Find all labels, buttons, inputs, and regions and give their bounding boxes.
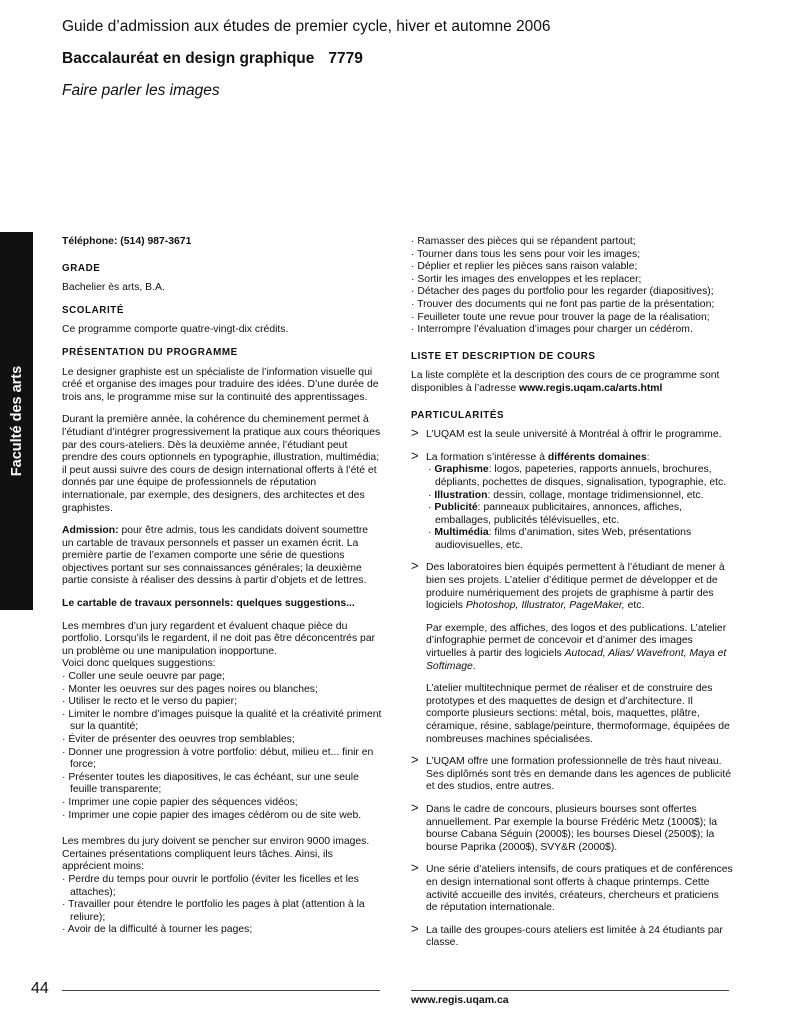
admission-paragraph — [62, 525, 382, 588]
list-item: · Feuilleter toute une revue pour trouver la page de la réalisation; — [411, 312, 733, 325]
grade-text: Bachelier ès arts, B.A. — [62, 282, 165, 294]
domains-intro-bold: différents domaines — [547, 451, 647, 463]
domains-list — [426, 464, 733, 552]
particularite-item — [411, 860, 733, 914]
right-column — [411, 236, 733, 960]
cartable-intro: Les membres d’un jury regardent et évaluent chaque pièce du portfolio. Lorsqu’ils le regardent, il ne doit pas être déconcentrés par un problème ou une manipulation inopportune. — [62, 620, 376, 657]
program-title — [62, 50, 363, 68]
domains-intro-colon: : — [646, 451, 650, 463]
admission-text: pour être admis, tous les candidats doivent soumettre un cartable de travaux personnels et passer un examen écrit. La première partie de l’examen comporte une série de questions objectives portant sur ses connaissances générales; la deuxième partie consiste à réaliser des dessins à partir d’objets et de lettres. — [62, 525, 369, 587]
particularite-item — [411, 752, 733, 794]
domain-item — [426, 490, 733, 503]
list-item: · Éviter de présenter des oeuvres trop semblables; — [62, 734, 382, 747]
list-item: · Coller une seule oeuvre par page; — [62, 671, 382, 684]
domain-text: : films d’animation, sites Web, présentations audiovisuelles, etc. — [435, 527, 692, 551]
particularite-item — [411, 920, 733, 950]
domain-label: Publicité — [434, 502, 478, 514]
arrow-icon: > — [411, 752, 419, 768]
footer-rule-right — [411, 990, 729, 991]
footer-link[interactable]: www.regis.uqam.ca — [411, 994, 509, 1006]
cours-link[interactable]: www.regis.uqam.ca/arts.html — [519, 382, 663, 394]
arrow-icon: > — [411, 799, 419, 815]
particularite-text: L’UQAM est la seule université à Montréal à offrir le programme. — [426, 429, 722, 441]
list-item: · Déplier et replier les pièces sans raison valable; — [411, 261, 733, 274]
domain-label: Multimédia — [434, 527, 489, 539]
list-item: · Tourner dans tous les sens pour voir les images; — [411, 249, 733, 262]
particularite-text: L’UQAM offre une formation professionnelle de très haut niveau. Ses diplômés sont très en demande dans les agences de publicité et des studios, entre autres. — [426, 756, 731, 793]
footer-rule-left — [62, 990, 380, 991]
scolarite-heading: SCOLARITÉ — [62, 304, 125, 316]
arrow-icon: > — [411, 920, 419, 936]
scolarite-text: Ce programme comporte quatre-vingt-dix crédits. — [62, 324, 289, 336]
presentation-paragraph: Le designer graphiste est un spécialiste de l’information visuelle qui créé et organise des images pour traduire des idées. D’une durée de trois ans, le programme mise sur la continuité des apprentissages. — [62, 366, 379, 403]
faculty-side-tab — [0, 232, 33, 610]
particularite-text: Une série d’ateliers intensifs, de cours pratiques et de conférences en design international sont offerts à chaque printemps. Cette activité accueille des invités, créateurs, chercheurs et praticiens de réputation internationale. — [426, 864, 733, 914]
admission-label: Admission: — [62, 525, 119, 537]
domain-label: Illustration — [434, 489, 488, 501]
cours-heading: LISTE ET DESCRIPTION DE COURS — [411, 350, 596, 362]
presentation-heading: PRÉSENTATION DU PROGRAMME — [62, 346, 238, 358]
jury-intro: Les membres du jury doivent se pencher sur environ 9000 images. Certaines présentations compliquent leurs tâches. Ainsi, ils apprécient moins: — [62, 836, 370, 873]
particularite-item — [411, 799, 733, 854]
presentation-paragraph: Durant la première année, la cohérence du cheminement permet à l’étudiant d’intégrer progressivement la pratique aux cours théoriques par des cours-ateliers. Dès la deuxième année, l’étudiant peut prendre des cours optionnels en typographie, illustration, multimédia; il peut aussi suivre des cours de design international offerts à l’été et donnés par une équipe de professionnels de réputation internationale, par exemple, des designers, des architectes et des graphistes. — [62, 414, 381, 514]
list-item: · Ramasser des pièces qui se répandent partout; — [411, 236, 733, 249]
list-item: · Avoir de la difficulté à tourner les pages; — [62, 924, 382, 937]
suggestions-intro: Voici donc quelques suggestions: — [62, 658, 216, 670]
domain-item — [426, 464, 733, 489]
list-item: · Donner une progression à votre portfolio: début, milieu et... finir en force; — [62, 747, 382, 772]
list-item: · Présenter toutes les diapositives, le cas échéant, sur une seule feuille transparente; — [62, 772, 382, 797]
jury-list — [62, 874, 382, 937]
list-item: · Détacher des pages du portfolio pour les regarder (diapositives); — [411, 286, 733, 299]
suggestions-list — [62, 671, 382, 822]
list-item: · Trouver des documents qui ne font pas partie de la présentation; — [411, 299, 733, 312]
list-item: · Interrompre l’évaluation d’images pour charger un cédérom. — [411, 324, 733, 337]
left-column — [62, 236, 382, 947]
cartable-heading: Le cartable de travaux personnels: quelques suggestions... — [62, 598, 355, 610]
grade-heading: GRADE — [62, 262, 101, 274]
particularite-text: La taille des groupes-cours ateliers est limitée à 24 étudiants par classe. — [426, 924, 723, 949]
domain-label: Graphisme — [434, 464, 489, 476]
domains-intro-text: La formation s’intéresse à — [426, 451, 548, 463]
arrow-icon: > — [411, 447, 419, 463]
domain-item — [426, 527, 733, 552]
telephone: Téléphone: (514) 987-3671 — [62, 236, 192, 247]
infographie-text: Par exemple, des affiches, des logos et des publications. L’atelier d’infographie permet de concevoir et d’animer des images virtuelles à partir des logiciels — [426, 622, 727, 660]
guide-title: Guide d’admission aux études de premier cycle, hiver et automne 2006 — [62, 18, 551, 35]
jury-list-continued — [411, 236, 733, 337]
labs-text: Des laboratoires bien équipés permettent à l’étudiant de mener à bien ses projets. L’atelier d’éditique permet de développer et de produire numériquement des projets de graphisme à partir des logiciels — [426, 562, 725, 612]
program-tagline: Faire parler les images — [62, 82, 220, 99]
list-item: · Sortir les images des enveloppes et les replacer; — [411, 274, 733, 287]
particularite-item — [411, 558, 733, 746]
list-item: · Imprimer une copie papier des séquences vidéos; — [62, 797, 382, 810]
infographie-text-end: . — [472, 660, 476, 672]
particularite-item — [411, 447, 733, 553]
faculty-label: Faculté des arts — [8, 365, 25, 477]
labs-text-end: etc. — [624, 600, 645, 612]
domain-text: : logos, papeteries, rapports annuels, brochures, dépliants, pochettes de disques, signalisation, typographie, etc. — [435, 464, 727, 488]
domain-item — [426, 502, 733, 527]
cours-text — [411, 370, 733, 395]
list-item: · Limiter le nombre d’images puisque la qualité et la créativité priment sur la quantité; — [62, 709, 382, 734]
multitechnique-paragraph: L’atelier multitechnique permet de réaliser et de construire des prototypes et des maquettes de design et d’architecture. Il comporte plusieurs sections: métal, bois, maquettes, plâtre, céramique, résine, sablage/peinture, thermoformage, équipées de nombreuses machines spécialisées. — [426, 683, 730, 745]
program-code: 7779 — [328, 50, 363, 67]
labs-paragraph — [426, 562, 733, 612]
domains-intro — [426, 452, 733, 465]
program-name: Baccalauréat en design graphique — [62, 50, 315, 67]
particularites-heading: PARTICULARITÉS — [411, 409, 505, 421]
labs-software: Photoshop, Illustrator, PageMaker, — [465, 600, 625, 612]
page-number: 44 — [31, 980, 49, 997]
particularite-item — [411, 425, 733, 442]
list-item: · Imprimer une copie papier des images cédérom ou de site web. — [62, 810, 382, 823]
infographie-paragraph — [426, 623, 733, 673]
cours-description: La liste complète et la description des cours de ce programme sont disponibles à l’adresse — [411, 370, 720, 394]
arrow-icon: > — [411, 558, 419, 574]
domain-text: : dessin, collage, montage tridimensionnel, etc. — [487, 489, 704, 501]
list-item: · Perdre du temps pour ouvrir le portfolio (éviter les ficelles et les attaches); — [62, 874, 382, 899]
particularite-text: Dans le cadre de concours, plusieurs bourses sont offertes annuellement. Par exemple la bourse Frédéric Metz (1000$); la bourse Cabana Séguin (2000$); les bourses Diesel (2500$); la bourse Paprika (2000$), SVY&R (2000$). — [426, 803, 718, 853]
infographie-software: Autocad, Alias/ Wavefront, Maya et Softimage — [426, 648, 727, 672]
list-item: · Utiliser le recto et le verso du papier; — [62, 696, 382, 709]
list-item: · Monter les oeuvres sur des pages noires ou blanches; — [62, 684, 382, 697]
arrow-icon: > — [411, 425, 419, 441]
domain-text: : panneaux publicitaires, annonces, affiches, emballages, publicités télévisuelles, etc. — [435, 502, 682, 526]
list-item: · Travailler pour étendre le portfolio les pages à plat (attention à la reliure); — [62, 899, 382, 924]
arrow-icon: > — [411, 860, 419, 876]
